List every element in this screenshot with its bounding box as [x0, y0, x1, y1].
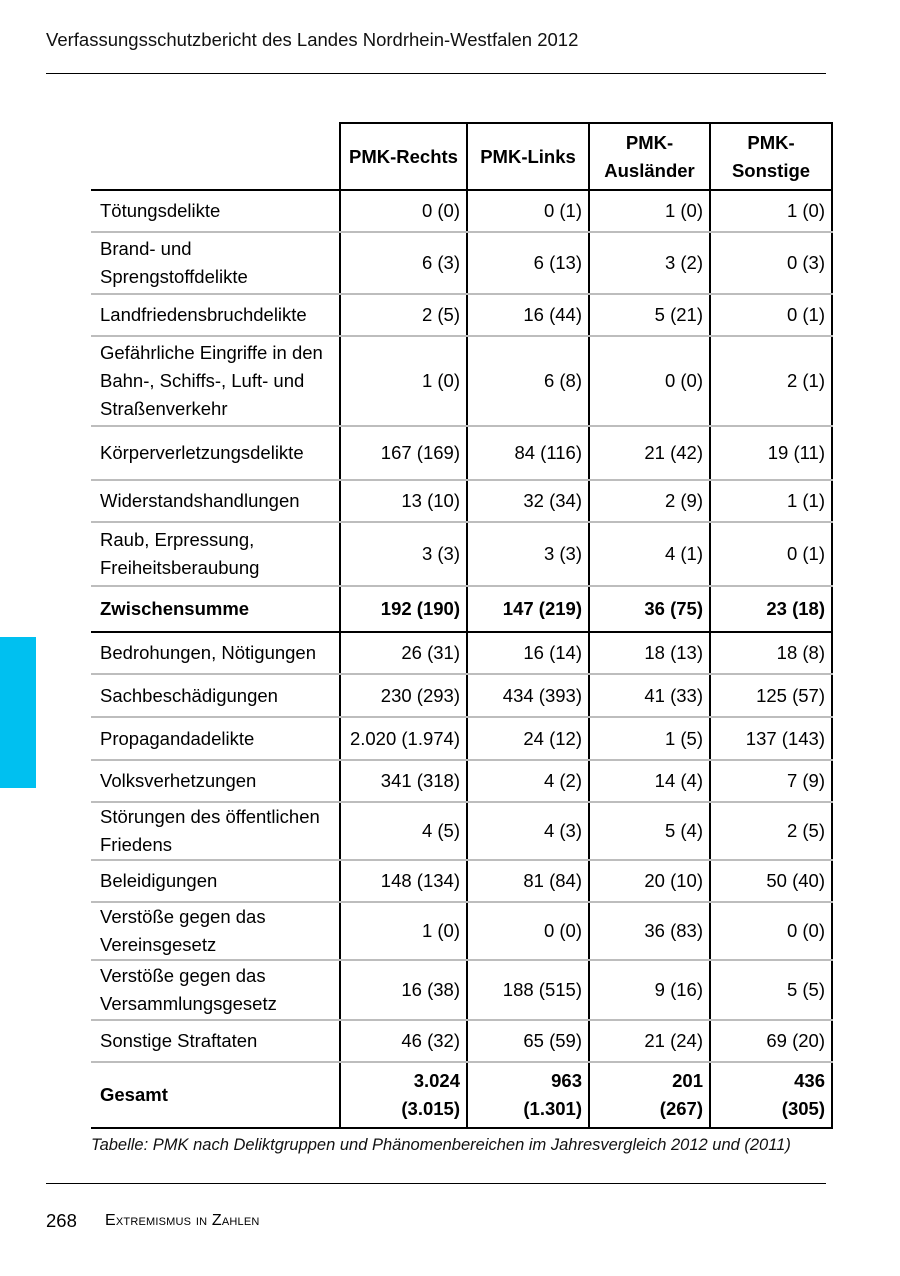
cell-value: 2 (1): [710, 336, 832, 426]
cell-value: 3 (3): [467, 522, 589, 586]
table-row: [91, 802, 832, 860]
cell-value: 1 (0): [340, 902, 467, 960]
row-label: Volksverhetzungen: [91, 760, 340, 802]
table-row: [91, 717, 832, 760]
footer-section-title: Extremismus in Zahlen: [105, 1212, 260, 1229]
footer-rule: [46, 1183, 826, 1184]
row-label: Propagandadelikte: [91, 717, 340, 760]
column-header: PMK-Links: [467, 123, 589, 190]
cell-value: 19 (11): [710, 426, 832, 480]
row-label: Gefährliche Eingriffe in den Bahn-, Schiffs-, Luft- und Straßenverkehr: [91, 336, 340, 426]
cell-value: 5 (21): [589, 294, 710, 336]
column-header: PMK-Rechts: [340, 123, 467, 190]
cell-value: 9 (16): [589, 960, 710, 1020]
row-label: Gesamt: [91, 1062, 340, 1128]
cell-value: 7 (9): [710, 760, 832, 802]
table-row: [91, 294, 832, 336]
cell-value: 2 (5): [710, 802, 832, 860]
cell-value: 5 (4): [589, 802, 710, 860]
cell-value: 1 (0): [710, 190, 832, 232]
table-row: [91, 760, 832, 802]
cell-value: 1 (0): [589, 190, 710, 232]
table-row: [91, 860, 832, 902]
cell-value: 4 (3): [467, 802, 589, 860]
column-header: PMK- Sonstige: [710, 123, 832, 190]
cell-value: 0 (3): [710, 232, 832, 294]
cell-value: 26 (31): [340, 632, 467, 674]
row-label: Sonstige Straftaten: [91, 1020, 340, 1062]
table-row: [91, 1020, 832, 1062]
cell-value: 0 (1): [467, 190, 589, 232]
row-label: Widerstandshandlungen: [91, 480, 340, 522]
cell-value: 188 (515): [467, 960, 589, 1020]
cell-value: 6 (3): [340, 232, 467, 294]
cell-value: 2 (5): [340, 294, 467, 336]
row-label: Körperverletzungsdelikte: [91, 426, 340, 480]
cell-value: 3.024 (3.015): [340, 1062, 467, 1128]
cell-value: 41 (33): [589, 674, 710, 717]
table-row: [91, 632, 832, 674]
cell-value: 84 (116): [467, 426, 589, 480]
cell-value: 341 (318): [340, 760, 467, 802]
cell-value: 65 (59): [467, 1020, 589, 1062]
pmk-table: [91, 122, 833, 1129]
cell-value: 3 (3): [340, 522, 467, 586]
cell-value: 4 (2): [467, 760, 589, 802]
cell-value: 2 (9): [589, 480, 710, 522]
cell-value: 0 (0): [467, 902, 589, 960]
cell-value: 16 (14): [467, 632, 589, 674]
table-row: [91, 586, 832, 632]
table-row: [91, 522, 832, 586]
table-row: [91, 190, 832, 232]
cell-value: 0 (1): [710, 522, 832, 586]
row-label: Verstöße gegen das Versammlungsgesetz: [91, 960, 340, 1020]
cell-value: 230 (293): [340, 674, 467, 717]
cell-value: 50 (40): [710, 860, 832, 902]
cell-value: 14 (4): [589, 760, 710, 802]
row-label: Brand- und Sprengstoffdelikte: [91, 232, 340, 294]
cell-value: 963 (1.301): [467, 1062, 589, 1128]
cell-value: 1 (0): [340, 336, 467, 426]
cell-value: 21 (24): [589, 1020, 710, 1062]
cell-value: 81 (84): [467, 860, 589, 902]
cell-value: 434 (393): [467, 674, 589, 717]
cell-value: 32 (34): [467, 480, 589, 522]
cell-value: 0 (0): [589, 336, 710, 426]
column-header: PMK- Ausländer: [589, 123, 710, 190]
row-label: Sachbeschädigungen: [91, 674, 340, 717]
cell-value: 1 (5): [589, 717, 710, 760]
row-label: Zwischensumme: [91, 586, 340, 632]
cell-value: 24 (12): [467, 717, 589, 760]
cell-value: 147 (219): [467, 586, 589, 632]
table-row: [91, 426, 832, 480]
cell-value: 5 (5): [710, 960, 832, 1020]
header-rule: [46, 73, 826, 74]
cell-value: 6 (13): [467, 232, 589, 294]
table-header-row: [91, 123, 832, 190]
cell-value: 192 (190): [340, 586, 467, 632]
cell-value: 18 (13): [589, 632, 710, 674]
cell-value: 148 (134): [340, 860, 467, 902]
table-row: [91, 480, 832, 522]
page-number: 268: [46, 1210, 77, 1231]
cell-value: 0 (0): [710, 902, 832, 960]
cell-value: 36 (75): [589, 586, 710, 632]
cell-value: 436 (305): [710, 1062, 832, 1128]
row-label: Tötungsdelikte: [91, 190, 340, 232]
row-label: Raub, Erpressung, Freiheitsberaubung: [91, 522, 340, 586]
row-label: Bedrohungen, Nötigungen: [91, 632, 340, 674]
cell-value: 137 (143): [710, 717, 832, 760]
cell-value: 16 (38): [340, 960, 467, 1020]
row-label: Landfriedensbruchdelikte: [91, 294, 340, 336]
cell-value: 125 (57): [710, 674, 832, 717]
cell-value: 13 (10): [340, 480, 467, 522]
cell-value: 23 (18): [710, 586, 832, 632]
table-caption: Tabelle: PMK nach Deliktgruppen und Phänomenbereichen im Jahresvergleich 2012 und (2011): [91, 1136, 791, 1154]
table-row: [91, 336, 832, 426]
cell-value: 0 (0): [340, 190, 467, 232]
cell-value: 20 (10): [589, 860, 710, 902]
chapter-tab-marker: [0, 637, 36, 788]
cell-value: 21 (42): [589, 426, 710, 480]
cell-value: 6 (8): [467, 336, 589, 426]
cell-value: 4 (1): [589, 522, 710, 586]
cell-value: 2.020 (1.974): [340, 717, 467, 760]
row-label: Störungen des öffentlichen Friedens: [91, 802, 340, 860]
cell-value: 201 (267): [589, 1062, 710, 1128]
row-label: Verstöße gegen das Vereinsgesetz: [91, 902, 340, 960]
cell-value: 36 (83): [589, 902, 710, 960]
cell-value: 1 (1): [710, 480, 832, 522]
cell-value: 18 (8): [710, 632, 832, 674]
cell-value: 0 (1): [710, 294, 832, 336]
table-row: [91, 1062, 832, 1128]
cell-value: 46 (32): [340, 1020, 467, 1062]
table-row: [91, 232, 832, 294]
header-blank-cell: [91, 123, 340, 190]
cell-value: 4 (5): [340, 802, 467, 860]
running-head-title: Verfassungsschutzbericht des Landes Nordrhein-Westfalen 2012: [46, 29, 579, 50]
table-row: [91, 674, 832, 717]
row-label: Beleidigungen: [91, 860, 340, 902]
table-row: [91, 960, 832, 1020]
cell-value: 3 (2): [589, 232, 710, 294]
cell-value: 69 (20): [710, 1020, 832, 1062]
cell-value: 167 (169): [340, 426, 467, 480]
table-row: [91, 902, 832, 960]
cell-value: 16 (44): [467, 294, 589, 336]
